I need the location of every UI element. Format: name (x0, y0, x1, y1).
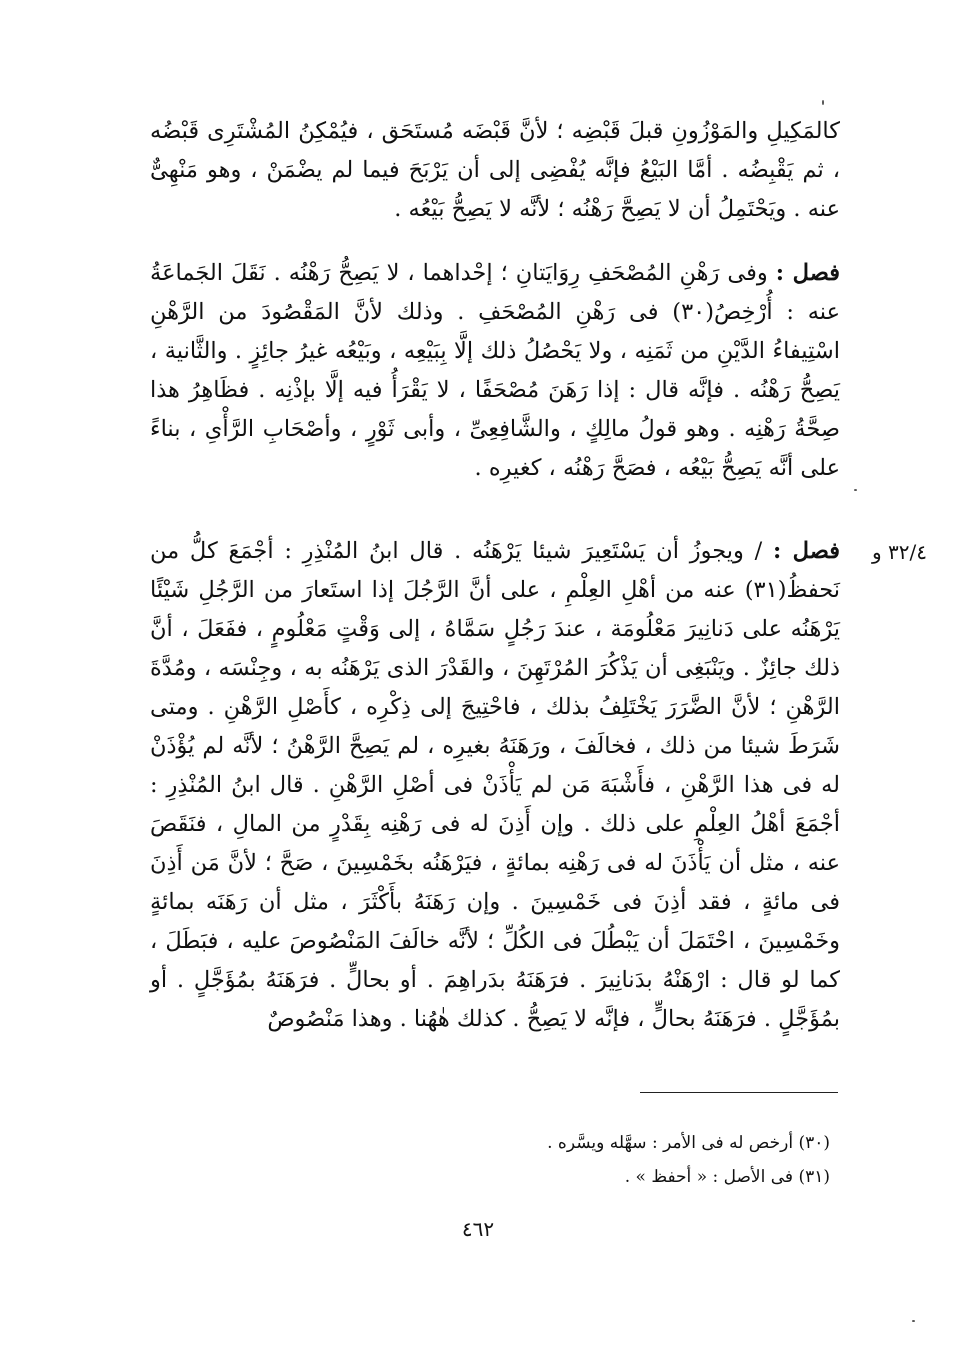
footnote-31: (٣١) فى الأصل : « أحفظ » . (624, 1167, 830, 1187)
margin-reference: ٣٢/٤ و (872, 540, 927, 564)
section-borrowed-pledge (150, 532, 840, 1039)
scan-speck (854, 489, 857, 491)
section-mushaf-pledge (150, 254, 840, 488)
section-keyword: فصل : (772, 538, 840, 564)
footnote-30: (٣٠) أرخص له فى الأمر : سهَّله ويسَّره . (547, 1133, 830, 1153)
scan-speck (912, 1320, 915, 1322)
paragraph-text: كالمَكِيلِ والمَوْزُونِ قبلَ قَبْضِه ؛ لأنَّ قَبْضَه مُستَحَق ، فيُمْكِنُ المُشْتَرِى قَبْضُه ، ثم يَقْبِضُه . أمَّا البَيْعُ فإنَّه يُفْضِى إلى أن يَرْبَحَ فيما لم يضْمَنْ ، وهو مَنْهِىٌّ عنه . ويَحْتَمِلُ أن لا يَصِحَّ رَهْنُه ؛ لأنَّه لا يَصِحُّ بَيْعُه . (150, 118, 840, 222)
paragraph-text: وفى رَهْنِ المُصْحَفِ رِوَايَتانِ ؛ إحْداهما ، لا يَصِحُّ رَهْنُه . نَقَلَ الجَماعَةُ عنه : أُرْخِصُ(٣٠) فى رَهْنِ المُصْحَفِ . وذلك لأنَّ المَقْصُودَ من الرَّهْنِ اسْتِيفاءُ الدَّيْنِ من ثَمَنِه ، ولا يَحْصُلُ ذلك إلَّا بِبَيْعِه ، وبَيْعُه غيرُ جائِزٍ . والثَّانية ، يَصِحُّ رَهْنُه . فإنَّه قال : إذا رَهَنَ مُصْحَفًا ، لا يَقْرَأُ فيه إلَّا بإذْنِه . فظَاهِرُ هذا صِحَّةُ رَهْنِه . وهو قولُ مالِكٍ ، والشَّافِعِىِّ ، وأبى ثَوْرٍ ، وأصْحَابِ الرَّأْىِ ، بناءً على أنَّه يَصِحُّ بَيْعُه ، فصَحَّ رَهْنُه ، كغيرِه . (150, 260, 840, 481)
paragraph (150, 532, 840, 1039)
footnote-divider (640, 1092, 838, 1093)
paragraph (150, 254, 840, 488)
footnotes (300, 1126, 830, 1194)
section-keyword: فصل : (775, 260, 840, 286)
paragraph-continuation (150, 112, 840, 229)
page-number: ٤٦٢ (461, 1217, 495, 1241)
paragraph-text: / ويجوزُ أن يَسْتَعِيرَ شيئا يَرْهَنُه . قال ابنُ المُنْذِرِ : أجْمَعَ كلُّ من نَحفظُ(٣١) عنه من أهْلِ العِلْمِ ، على أنَّ الرَّجُلَ إذا استَعارَ من الرَّجُلِ شَيْئًا يَرْهَنُه على دَنانِيرَ مَعْلُومَة ، عندَ رَجُلٍ سَمَّاهُ ، إلى وَقْتٍ مَعْلُومٍ ، ففَعَلَ ، أنَّ ذلك جائِزٌ . ويَنْبَغِى أن يَذْكُرَ المُرْتَهِنَ ، والقَدْرَ الذى يَرْهَنُه به ، وجِنْسَه ، ومُدَّةَ الرَّهْنِ ؛ لأنَّ الضَّرَرَ يَخْتَلِفُ بذلك ، فاحْتِيجَ إلى ذِكْرِه ، كأَصْلِ الرَّهْنِ . ومتى شَرَطَ شيئا من ذلك ، فخالَفَ ، ورَهَنَهُ بغيرِه ، لم يَصِحَّ الرَّهْنُ ؛ لأنَّه لم يُؤْذَنْ له فى هذا الرَّهْنِ ، فأَشْبَهَ مَن لم يَأْذَنْ فى أصْلِ الرَّهْنِ . قال ابنُ المُنْذِرِ : أجْمَعَ أهْلُ العِلْمِ على ذلك . وإن أَذِنَ له فى رَهْنِه بِقَدْرٍ من المالِ ، فنَقَصَ عنه ، مثل أن يَأْذَنَ له فى رَهْنِه بمائةٍ ، فيَرْهَنُه بخَمْسِينَ ، صَحَّ ؛ لأنَّ مَن أَذِنَ فى مائةٍ ، فقد أذِنَ فى خَمْسِينَ . وإن رَهَنَهُ بأَكْثَرَ ، مثل أن رَهَنَه بمائةٍ وخَمْسِينَ ، احْتَمَلَ أن يَبْطُلَ فى الكُلِّ ؛ لأنَّه خالَفَ المَنْصُوصَ عليه ، فبَطَلَ ، كما لو قال : ارْهَنْهُ بدَنانِيرَ . فرَهَنَهُ بدَراهِمَ . أو بحالٍّ . فرَهَنَهُ بمُؤَجَّلٍ . أو بمُؤَجَّلٍ . فرَهَنَهُ بحالٍّ ، فإنَّه لا يَصِحُّ . كذلك هٰهُنا . وهذا مَنْصُوصٌ (150, 538, 840, 1032)
scan-speck (822, 100, 824, 105)
